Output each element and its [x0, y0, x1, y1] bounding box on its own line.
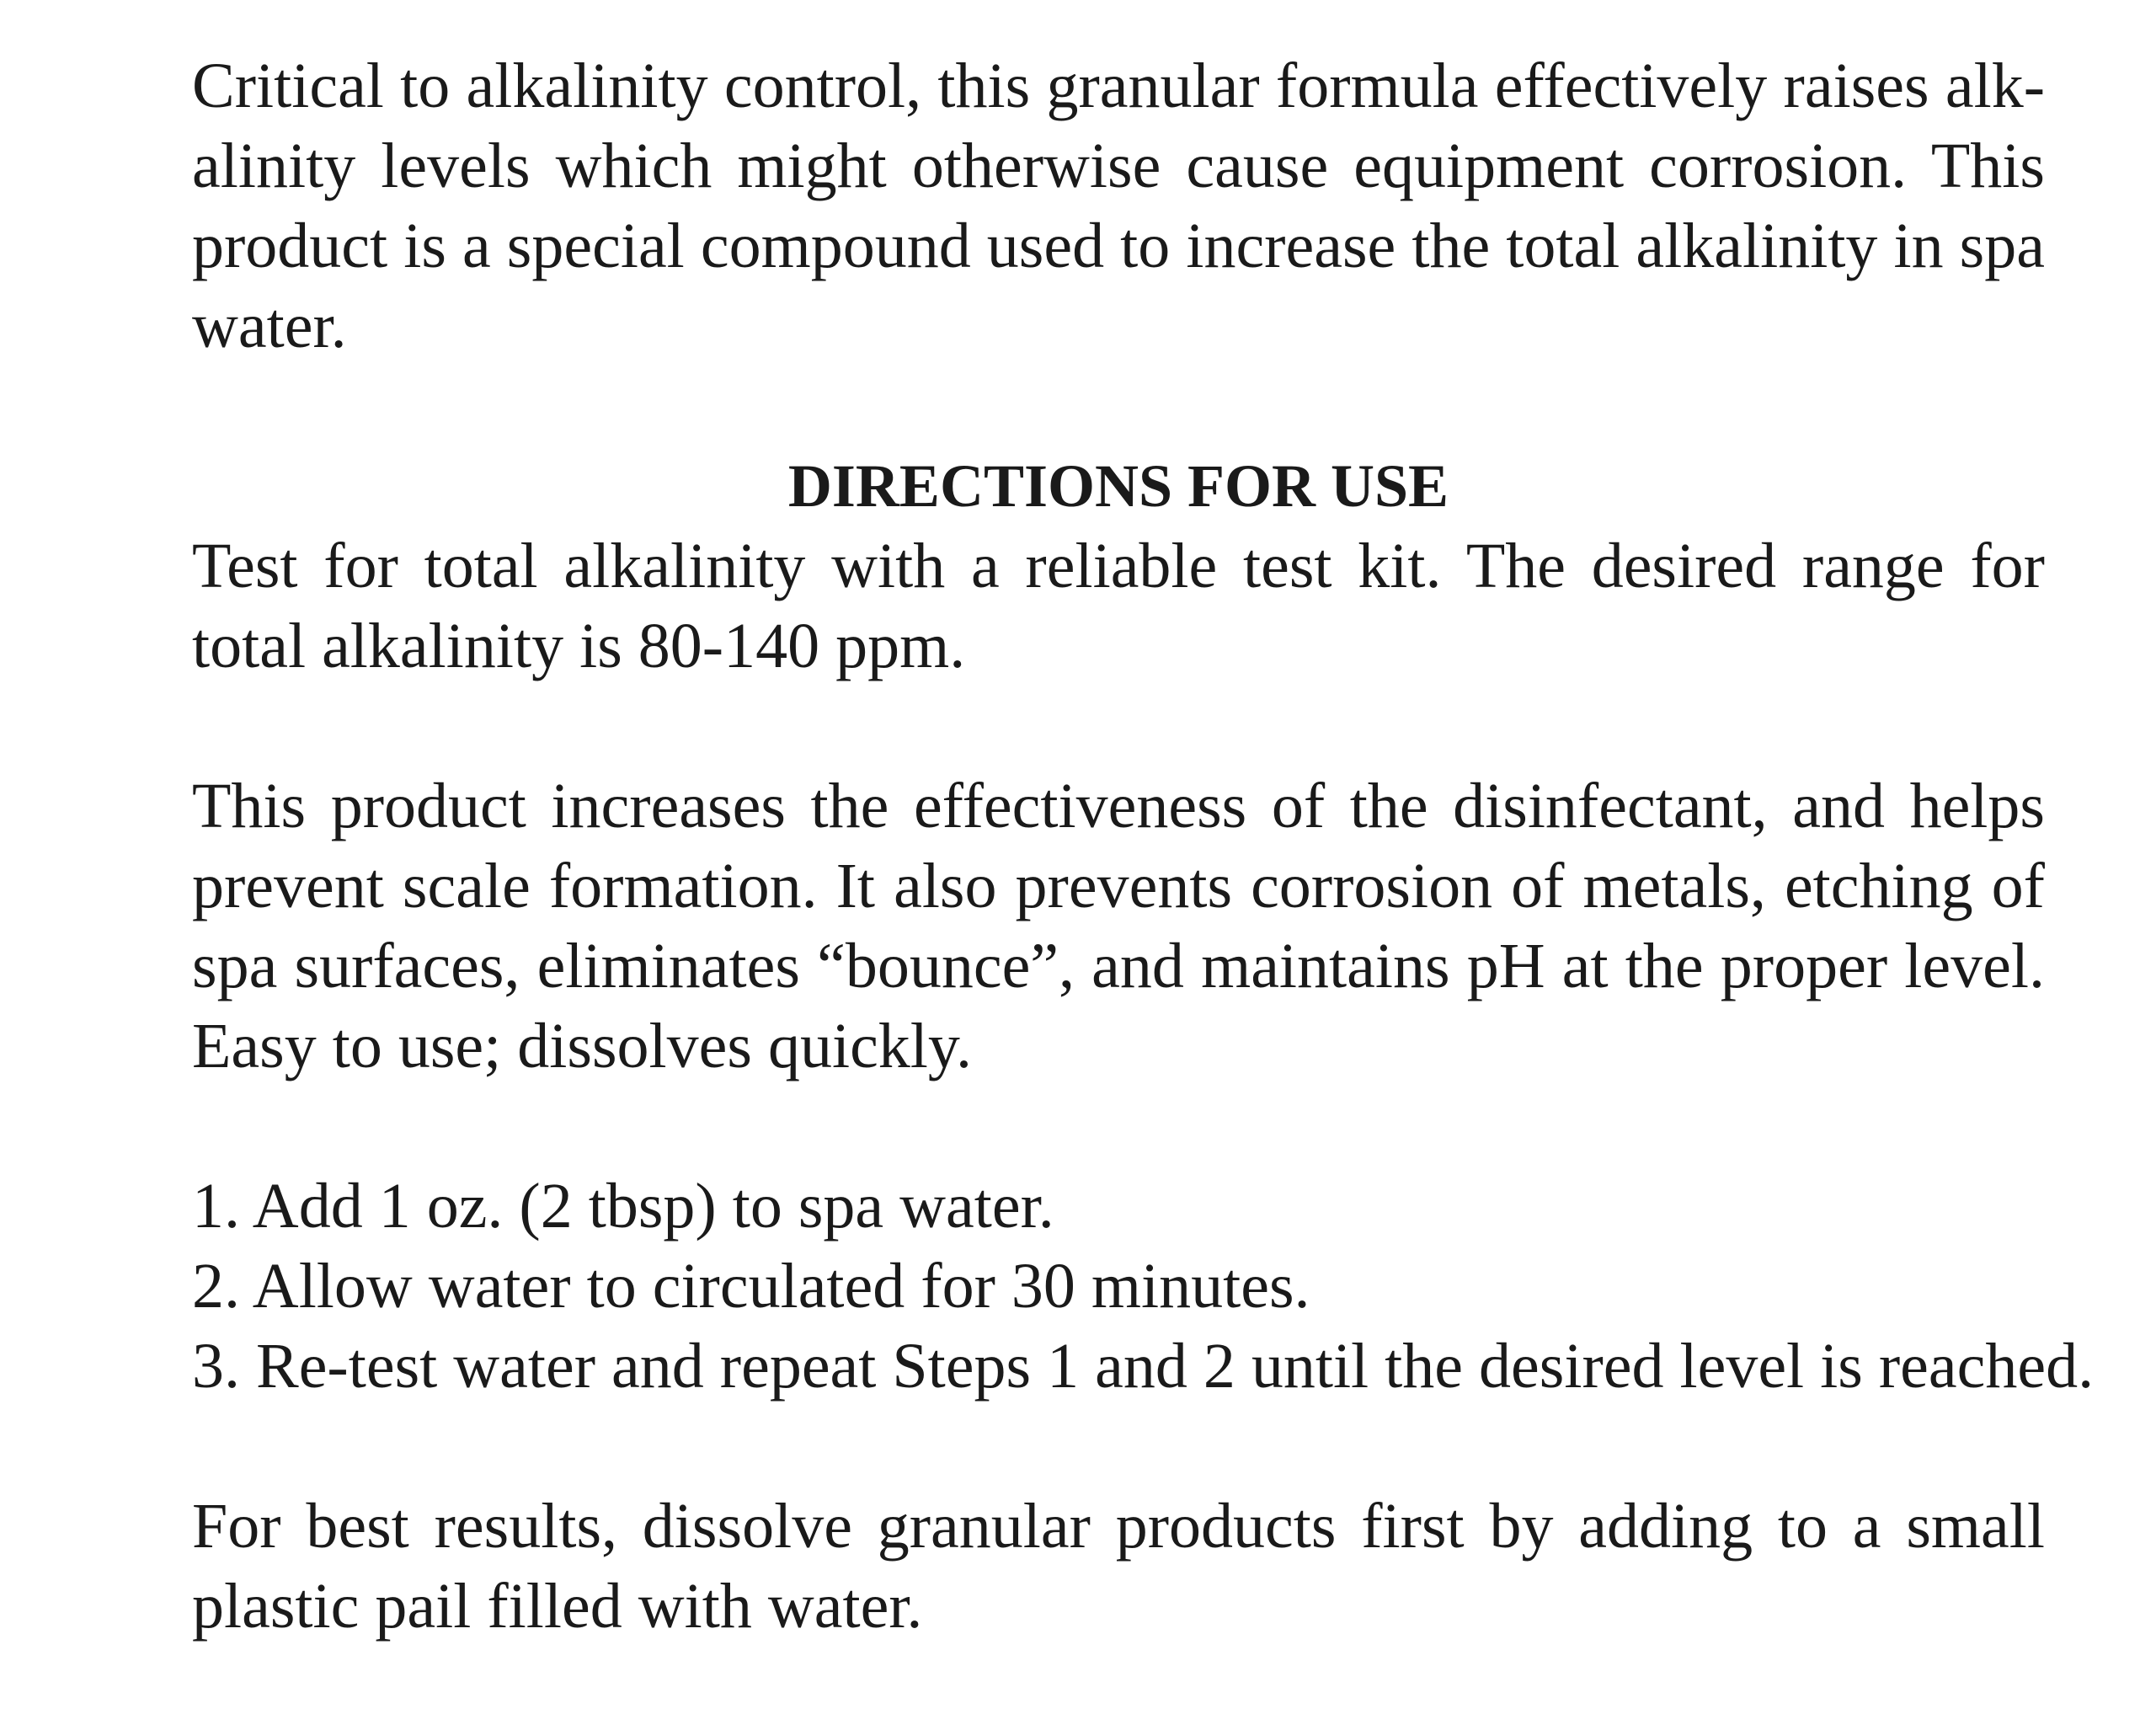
steps-list [192, 1167, 2095, 1407]
step-item: 2. Allow water to circulated for 30 minutes. [192, 1251, 1310, 1322]
test-paragraph: Test for total alkalinity with a reliable test kit. The desired range for total alkalinity is 80-140 ppm. [192, 531, 2045, 681]
document-page [192, 46, 2095, 1647]
step-item: 3. Re-test water and repeat Steps 1 and 2 until the desired level is reached. [192, 1331, 2095, 1402]
step-item: 1. Add 1 oz. (2 tbsp) to spa water. [192, 1171, 1054, 1241]
tip-paragraph: For best results, dissolve granular products first by adding to a small plastic pail filled with water. [192, 1491, 2045, 1642]
directions-heading: DIRECTIONS FOR USE [787, 452, 1449, 520]
benefits-paragraph: This product increases the effectiveness of the disinfectant, and helps prevent scale formation. It also prevents corrosion of metals, etching of spa surfaces, eliminates “bounce”, and maintains pH at the proper level. Easy to use; dissolves quickly. [192, 771, 2045, 1081]
intro-paragraph: Critical to alkalinity control, this granular formula effectively raises alk-alinity levels which might otherwise cause equipment corrosion. This product is a special compound used to increase the total alkalinity in spa water. [192, 51, 2045, 361]
